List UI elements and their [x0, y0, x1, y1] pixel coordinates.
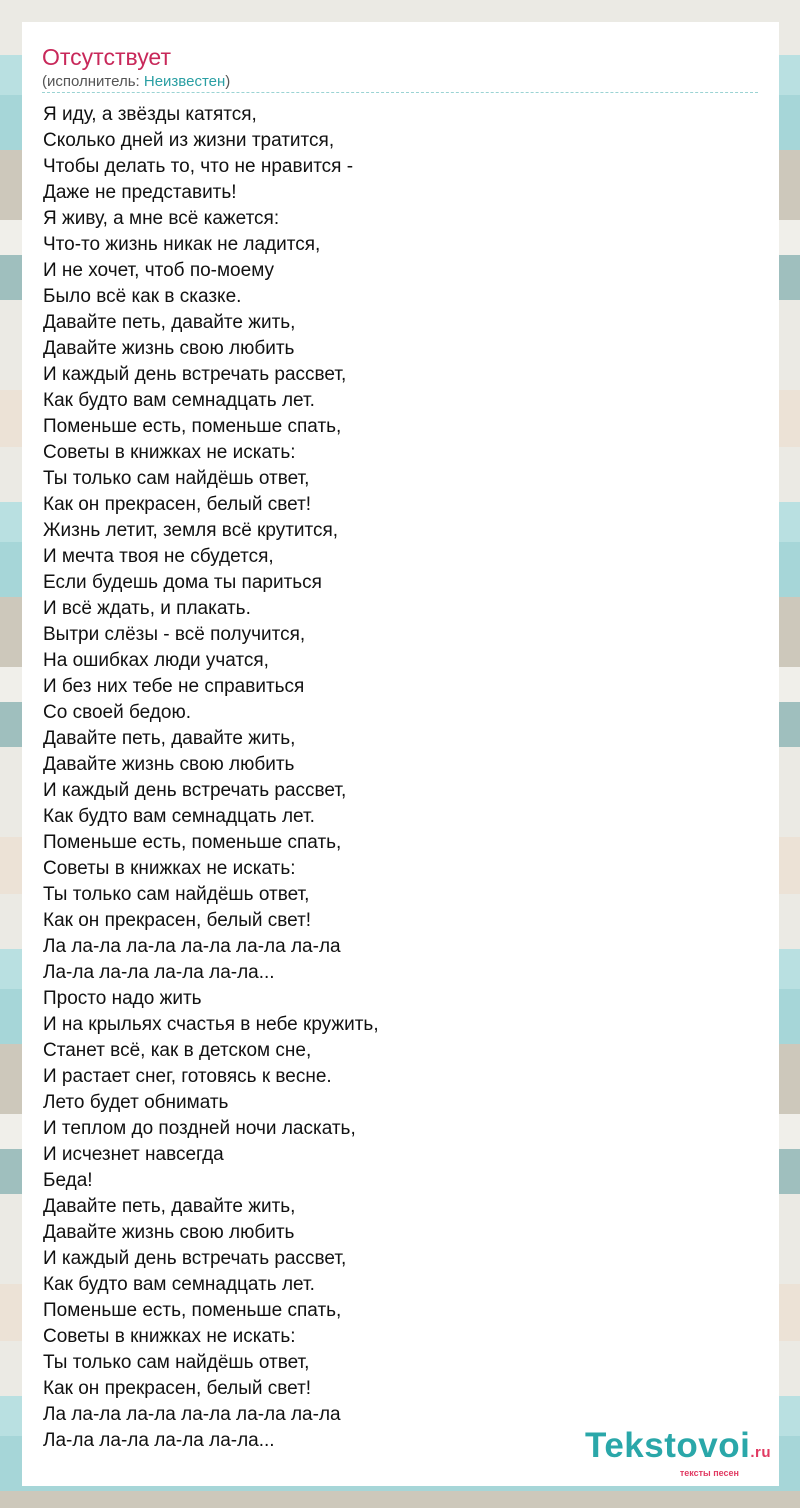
lyric-line: И мечта твоя не сбудется, [43, 546, 274, 567]
lyric-line: Давайте жизнь свою любить [43, 1222, 295, 1243]
lyric-line: Ла ла-ла ла-ла ла-ла ла-ла ла-ла [43, 1404, 341, 1425]
site-logo[interactable] [585, 1427, 771, 1478]
lyric-line: Как будто вам семнадцать лет. [43, 806, 315, 827]
lyric-line: Давайте петь, давайте жить, [43, 728, 296, 749]
lyric-line: Жизнь летит, земля всё крутится, [43, 520, 339, 541]
lyric-line: Если будешь дома ты париться [43, 572, 322, 593]
lyric-line: Как он прекрасен, белый свет! [43, 1378, 312, 1399]
performer-link[interactable]: Неизвестен [143, 73, 226, 90]
lyric-line: Поменьше есть, поменьше спать, [43, 416, 342, 437]
lyric-line: Ла-ла ла-ла ла-ла ла-ла... [43, 962, 275, 983]
lyrics-text [43, 102, 379, 1454]
lyric-line: Даже не представить! [43, 182, 237, 203]
lyric-line: И каждый день встречать рассвет, [43, 780, 347, 801]
lyric-line: Как он прекрасен, белый свет! [43, 494, 312, 515]
lyric-line: Как будто вам семнадцать лет. [43, 390, 315, 411]
lyric-line: На ошибках люди учатся, [43, 650, 269, 671]
lyric-line: И растает снег, готовясь к весне. [43, 1066, 332, 1087]
lyric-line: И каждый день встречать рассвет, [43, 364, 347, 385]
lyric-line: Что-то жизнь никак не ладится, [43, 234, 321, 255]
lyric-line: Со своей бедою. [43, 702, 191, 723]
performer-suffix: ) [225, 73, 231, 90]
lyric-line: Беда! [43, 1170, 93, 1191]
logo-name: Tekstovoi [585, 1426, 751, 1465]
lyric-line: Вытри слёзы - всё получится, [43, 624, 306, 645]
lyric-line: Давайте петь, давайте жить, [43, 1196, 296, 1217]
lyric-line: Давайте петь, давайте жить, [43, 312, 296, 333]
lyric-line: Поменьше есть, поменьше спать, [43, 832, 342, 853]
lyric-line: И без них тебе не справиться [43, 676, 305, 697]
lyric-line: Сколько дней из жизни тратится, [43, 130, 335, 151]
lyric-line: Советы в книжках не искать: [43, 858, 296, 879]
lyric-line: Поменьше есть, поменьше спать, [43, 1300, 342, 1321]
lyrics-card [22, 22, 779, 1486]
lyric-line: Как он прекрасен, белый свет! [43, 910, 312, 931]
logo-tagline: тексты песен [679, 1468, 739, 1478]
lyric-line: И на крыльях счастья в небе кружить, [43, 1014, 379, 1035]
lyric-line: Советы в книжках не искать: [43, 442, 296, 463]
performer-prefix: (исполнитель: [42, 73, 144, 90]
lyric-line: Станет всё, как в детском сне, [43, 1040, 312, 1061]
lyric-line: И не хочет, чтоб по-моему [43, 260, 274, 281]
lyric-line: Просто надо жить [43, 988, 202, 1009]
performer-line [42, 73, 758, 93]
lyric-line: Как будто вам семнадцать лет. [43, 1274, 315, 1295]
lyric-line: Ты только сам найдёшь ответ, [43, 884, 310, 905]
lyric-line: Лето будет обнимать [43, 1092, 229, 1113]
lyric-line: И каждый день встречать рассвет, [43, 1248, 347, 1269]
lyric-line: Давайте жизнь свою любить [43, 338, 295, 359]
lyric-line: Ты только сам найдёшь ответ, [43, 1352, 310, 1373]
lyric-line: Ла-ла ла-ла ла-ла ла-ла... [43, 1430, 275, 1451]
lyric-line: И теплом до поздней ночи ласкать, [43, 1118, 356, 1139]
lyric-line: Было всё как в сказке. [43, 286, 242, 307]
lyric-line: Я живу, а мне всё кажется: [43, 208, 280, 229]
lyric-line: И исчезнет навсегда [43, 1144, 224, 1165]
lyric-line: И всё ждать, и плакать. [43, 598, 251, 619]
lyric-line: Я иду, а звёзды катятся, [43, 104, 257, 125]
lyric-line: Ты только сам найдёшь ответ, [43, 468, 310, 489]
lyric-line: Давайте жизнь свою любить [43, 754, 295, 775]
lyric-line: Чтобы делать то, что не нравится - [43, 156, 354, 177]
lyric-line: Ла ла-ла ла-ла ла-ла ла-ла ла-ла [43, 936, 341, 957]
song-title: Отсутствует [42, 44, 171, 70]
lyric-line: Советы в книжках не искать: [43, 1326, 296, 1347]
logo-domain: .ru [750, 1444, 771, 1461]
